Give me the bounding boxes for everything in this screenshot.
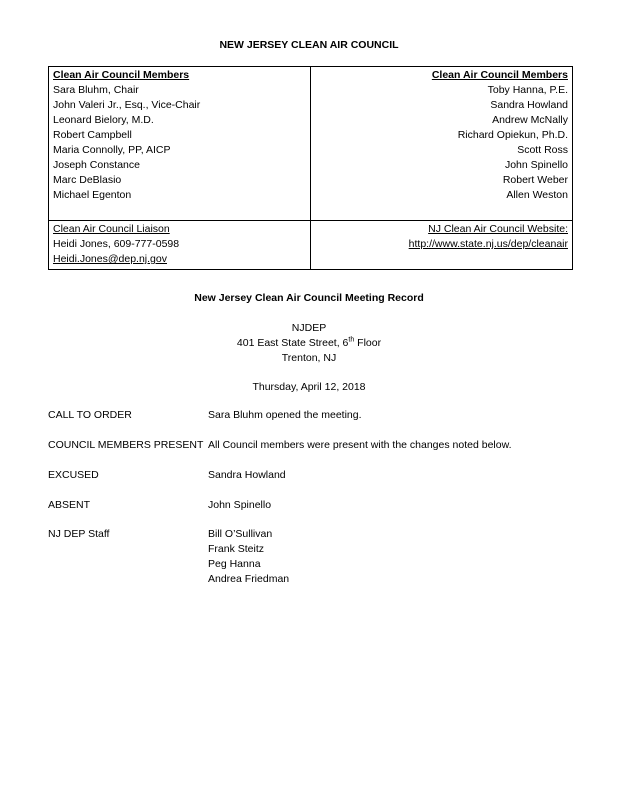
members-present-label: COUNCIL MEMBERS PRESENT (48, 439, 204, 451)
member-name: Andrew McNally (492, 114, 568, 126)
meeting-date: Thursday, April 12, 2018 (252, 381, 366, 393)
excused-value: Sandra Howland (208, 469, 286, 481)
liaison-header: Clean Air Council Liaison (53, 223, 170, 235)
members-present-value: All Council members were present with the changes noted below. (208, 439, 512, 451)
members-left-header: Clean Air Council Members (53, 69, 190, 81)
meeting-org: NJDEP (291, 322, 327, 334)
member-name: John Valeri Jr., Esq., Vice-Chair (53, 99, 201, 111)
staff-name: Bill O’Sullivan (208, 528, 273, 540)
call-to-order-value: Sara Bluhm opened the meeting. (208, 409, 362, 421)
member-name: Joseph Constance (53, 159, 140, 171)
member-name: Scott Ross (517, 144, 568, 156)
member-name: Sara Bluhm, Chair (53, 84, 139, 96)
document-title: NEW JERSEY CLEAN AIR COUNCIL (219, 39, 399, 51)
member-name: Sandra Howland (490, 99, 568, 111)
call-to-order-label: CALL TO ORDER (48, 409, 132, 421)
website-header: NJ Clean Air Council Website: (428, 223, 568, 235)
meeting-street: 401 East State Street, 6th Floor (236, 336, 382, 349)
meeting-record-title: New Jersey Clean Air Council Meeting Record (194, 292, 424, 304)
staff-list (208, 527, 289, 587)
members-left-cell (49, 67, 311, 221)
member-name: Marc DeBlasio (53, 174, 122, 186)
member-name: Maria Connolly, PP, AICP (53, 144, 171, 156)
members-right-cell (311, 67, 573, 221)
meeting-address (0, 321, 618, 366)
staff-name: Frank Steitz (208, 543, 265, 555)
members-table (48, 66, 573, 270)
member-name: Robert Weber (502, 174, 568, 186)
member-name: John Spinello (504, 159, 568, 171)
absent-value: John Spinello (208, 499, 272, 511)
liaison-cell (49, 221, 311, 270)
website-link[interactable]: http://www.state.nj.us/dep/cleanair (408, 238, 568, 250)
member-name: Leonard Bielory, M.D. (53, 114, 154, 126)
website-cell (311, 221, 573, 270)
liaison-name: Heidi Jones, 609-777-0598 (53, 238, 180, 250)
member-name: Allen Weston (506, 189, 568, 201)
member-name: Toby Hanna, P.E. (487, 84, 568, 96)
members-right-header: Clean Air Council Members (431, 69, 568, 81)
absent-label: ABSENT (48, 499, 91, 511)
excused-label: EXCUSED (48, 469, 99, 481)
member-name: Richard Opiekun, Ph.D. (457, 129, 568, 141)
staff-label: NJ DEP Staff (48, 528, 110, 540)
meeting-city: Trenton, NJ (281, 352, 337, 364)
member-name: Michael Egenton (53, 189, 132, 201)
staff-name: Peg Hanna (208, 558, 261, 570)
staff-name: Andrea Friedman (208, 573, 290, 585)
member-name: Robert Campbell (53, 129, 132, 141)
liaison-email-link[interactable]: Heidi.Jones@dep.nj.gov (53, 253, 167, 265)
